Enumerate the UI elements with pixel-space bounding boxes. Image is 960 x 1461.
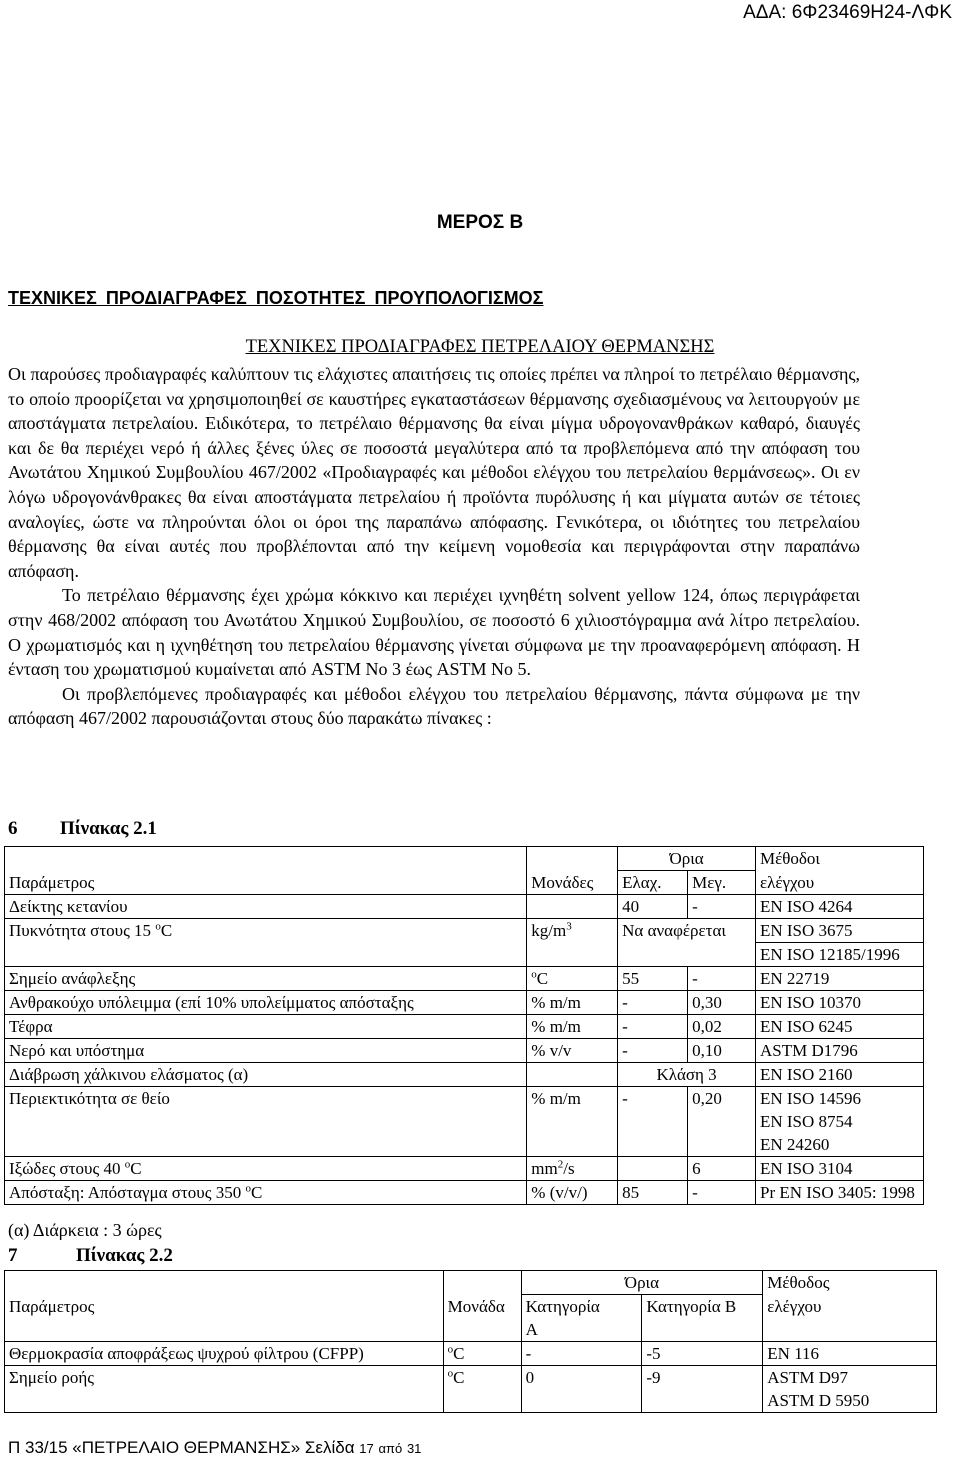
table-row xyxy=(5,1133,924,1157)
header-param: Παράμετρος xyxy=(5,1295,444,1319)
cell-unit: % m/m xyxy=(527,1015,618,1039)
table-row xyxy=(5,919,924,943)
cell-method: Pr EN ISO 3405: 1998 xyxy=(755,1181,923,1205)
header-cell xyxy=(5,1271,444,1295)
cell-max xyxy=(688,1110,756,1133)
footer-total: 31 xyxy=(406,1441,422,1456)
table-row xyxy=(5,1015,924,1039)
table-row xyxy=(5,1366,937,1390)
table-row xyxy=(5,1110,924,1133)
table1-heading xyxy=(8,818,157,840)
cell-max: 0,20 xyxy=(688,1087,756,1111)
table-header xyxy=(5,871,924,895)
cell-method: EN ISO 14596 xyxy=(755,1087,923,1111)
table-row xyxy=(5,1157,924,1181)
sub-title: ΤΕΧΝΙΚΕΣ ΠΡΟΔΙΑΓΡΑΦΕΣ ΠΕΤΡΕΛΑΙΟΥ ΘΕΡΜΑΝΣΗΣ xyxy=(245,337,715,357)
header-cat-a-2: Α xyxy=(521,1318,642,1342)
table-row xyxy=(5,991,924,1015)
table-row xyxy=(5,1181,924,1205)
header-units: Μονάδες xyxy=(527,871,618,895)
footer-text: Π 33/15 «ΠΕΤΡΕΛΑΙΟ ΘΕΡΜΑΝΣΗΣ» Σελίδα xyxy=(8,1438,360,1457)
cell-unit: $mm^2/s$ xyxy=(527,1157,618,1181)
cell-param: Απόσταξη: Απόσταγμα στους 350 $^o$C xyxy=(5,1181,527,1205)
cell-unit: $^o$C xyxy=(443,1342,521,1366)
header-min: Ελαχ. xyxy=(618,871,688,895)
cell-max: 0,10 xyxy=(688,1039,756,1063)
cell-param: Περιεκτικότητα σε θείο xyxy=(5,1087,527,1111)
cell-param: Τέφρα xyxy=(5,1015,527,1039)
cell-unit: % m/m xyxy=(527,991,618,1015)
header-unit: Μονάδα xyxy=(443,1295,521,1319)
table-header xyxy=(5,1295,937,1319)
cell-limits xyxy=(618,943,756,967)
cell-max: 6 xyxy=(688,1157,756,1181)
footer-of: από xyxy=(378,1441,403,1456)
header-method-2: ελέγχου xyxy=(763,1295,937,1319)
cell-cat-a: - xyxy=(521,1342,642,1366)
table1-number: 6 xyxy=(8,818,18,839)
cell-unit: % v/v xyxy=(527,1039,618,1063)
cell-min: - xyxy=(618,1087,688,1111)
table-row xyxy=(5,1087,924,1111)
table-row xyxy=(5,943,924,967)
cell-param xyxy=(5,1389,444,1413)
cell-method: EN 116 xyxy=(763,1342,937,1366)
header-method-1: Μέθοδος xyxy=(763,1271,937,1295)
header-cat-a: Κατηγορία xyxy=(521,1295,642,1319)
cell-min: 55 xyxy=(618,967,688,991)
cell-param: Ιξώδες στους 40 $^o$C xyxy=(5,1157,527,1181)
cell-unit: % m/m xyxy=(527,1087,618,1111)
header-limits: Όρια xyxy=(521,1271,763,1295)
cell-unit xyxy=(527,1133,618,1157)
header-cell xyxy=(763,1318,937,1342)
cell-max: 0,30 xyxy=(688,991,756,1015)
cell-method: EN 22719 xyxy=(755,967,923,991)
cell-method: EN 24260 xyxy=(755,1133,923,1157)
ada-code: ΑΔΑ: 6Φ23469Η24-ΛΦΚ xyxy=(743,2,952,23)
cell-method: EN ISO 3104 xyxy=(755,1157,923,1181)
cell-min xyxy=(618,1133,688,1157)
header-cell xyxy=(642,1318,763,1342)
table2-number: 7 xyxy=(8,1245,18,1266)
footer-page: 17 xyxy=(359,1441,374,1456)
paragraph-3: Οι προβλεπόμενες προδιαγραφές και μέθοδοι ελέγχου του πετρελαίου θέρμανσης, πάντα σύμφωνα με την απόφαση 467/2002 παρουσιάζονται στους δύο παρακάτω πίνακες : xyxy=(8,683,860,729)
cell-min xyxy=(618,1157,688,1181)
cell-cat-b: -9 xyxy=(642,1366,763,1390)
cell-param: Νερό και υπόστημα xyxy=(5,1039,527,1063)
cell-max xyxy=(688,1133,756,1157)
cell-min: 85 xyxy=(618,1181,688,1205)
table-2-1 xyxy=(4,846,924,1205)
header-cell xyxy=(443,1271,521,1295)
table-header xyxy=(5,1318,937,1342)
cell-unit: % (v/v/) xyxy=(527,1181,618,1205)
cell-method: EN ISO 10370 xyxy=(755,991,923,1015)
table-row xyxy=(5,1342,937,1366)
table-row xyxy=(5,1389,937,1413)
table-row xyxy=(5,1063,924,1087)
spec-title: ΤΕΧΝΙΚΕΣ ΠΡΟΔΙΑΓΡΑΦΕΣ ΠΟΣΟΤΗΤΕΣ ΠΡΟΥΠΟΛΟΓΙΣΜΟΣ xyxy=(8,288,544,308)
table-2-2 xyxy=(4,1270,937,1413)
cell-unit: $^o$C xyxy=(443,1366,521,1390)
table2-heading xyxy=(8,1245,173,1267)
cell-param xyxy=(5,1133,527,1157)
cell-method: EN ISO 2160 xyxy=(755,1063,923,1087)
cell-min: - xyxy=(618,1039,688,1063)
cell-unit: $kg/m^3$ xyxy=(527,919,618,943)
cell-method: ASTM D1796 xyxy=(755,1039,923,1063)
cell-min: - xyxy=(618,991,688,1015)
paragraph-2: Το πετρέλαιο θέρμανσης έχει χρώμα κόκκινο και περιέχει ιχνηθέτη solvent yellow 124, όπως περιγράφεται στην 468/2002 απόφαση του Ανωτάτου Χημικού Συμβουλίου, σε ποσοστό 6 χιλιοστόγραμμα ανά λίτρο πετρελαίου. Ο χρωματισμός και η ιχνηθέτηση του πετρελαίου θέρμανσης γίνεται σύμφωνα με την προαναφερόμενη απόφαση. Η ένταση του χρωματισμού κυμαίνεται από ASTM No 3 έως ASTM No 5. xyxy=(8,585,860,680)
cell-method: EN ISO 4264 xyxy=(755,895,923,919)
body-text xyxy=(8,362,860,731)
table1-note: (α) Διάρκεια : 3 ώρες xyxy=(8,1220,162,1240)
cell-min: - xyxy=(618,1015,688,1039)
header-param: Παράμετρος xyxy=(5,871,527,895)
table-row xyxy=(5,895,924,919)
cell-cat-b xyxy=(642,1389,763,1413)
cell-method: EN ISO 6245 xyxy=(755,1015,923,1039)
cell-param: Σημείο ανάφλεξης xyxy=(5,967,527,991)
cell-param: Δείκτης κετανίου xyxy=(5,895,527,919)
cell-unit xyxy=(527,1110,618,1133)
table-header xyxy=(5,847,924,871)
header-cell xyxy=(443,1318,521,1342)
table-row xyxy=(5,967,924,991)
cell-unit: $^o$C xyxy=(527,967,618,991)
cell-unit xyxy=(527,943,618,967)
header-method-1: Μέθοδοι xyxy=(755,847,923,871)
cell-param: Διάβρωση χάλκινου ελάσματος (α) xyxy=(5,1063,527,1087)
cell-max: - xyxy=(688,967,756,991)
cell-min: 40 xyxy=(618,895,688,919)
table2-title: Πίνακας 2.2 xyxy=(76,1245,173,1266)
header-limits: Όρια xyxy=(618,847,756,871)
cell-limits: Κλάση 3 xyxy=(618,1063,756,1087)
header-cell xyxy=(5,1318,444,1342)
cell-method: ASTM D 5950 xyxy=(763,1389,937,1413)
cell-limits: Να αναφέρεται xyxy=(618,919,756,943)
cell-cat-a xyxy=(521,1389,642,1413)
cell-min xyxy=(618,1110,688,1133)
cell-max: - xyxy=(688,895,756,919)
cell-cat-b: -5 xyxy=(642,1342,763,1366)
cell-unit xyxy=(527,1063,618,1087)
header-cell xyxy=(5,847,527,871)
cell-param: Ανθρακούχο υπόλειμμα (επί 10% υπολείμματος απόσταξης xyxy=(5,991,527,1015)
cell-max: 0,02 xyxy=(688,1015,756,1039)
header-max: Μεγ. xyxy=(688,871,756,895)
cell-param: Θερμοκρασία αποφράξεως ψυχρού φίλτρου (CFPP) xyxy=(5,1342,444,1366)
header-cell xyxy=(527,847,618,871)
cell-param xyxy=(5,1110,527,1133)
cell-param: Πυκνότητα στους 15 $^o$C xyxy=(5,919,527,943)
cell-cat-a: 0 xyxy=(521,1366,642,1390)
part-title: ΜΕΡΟΣ Β xyxy=(436,212,524,233)
cell-method: EN ISO 8754 xyxy=(755,1110,923,1133)
cell-method: ASTM D97 xyxy=(763,1366,937,1390)
cell-method: EN ISO 12185/1996 xyxy=(755,943,923,967)
table-row xyxy=(5,1039,924,1063)
header-cat-b: Κατηγορία Β xyxy=(642,1295,763,1319)
table1-title: Πίνακας 2.1 xyxy=(60,818,157,839)
cell-unit xyxy=(527,895,618,919)
footer xyxy=(8,1438,421,1458)
cell-param: Σημείο ροής xyxy=(5,1366,444,1390)
table-header xyxy=(5,1271,937,1295)
header-method-2: ελέγχου xyxy=(755,871,923,895)
cell-max: - xyxy=(688,1181,756,1205)
cell-unit xyxy=(443,1389,521,1413)
cell-param xyxy=(5,943,527,967)
cell-method: EN ISO 3675 xyxy=(755,919,923,943)
paragraph-1: Οι παρούσες προδιαγραφές καλύπτουν τις ελάχιστες απαιτήσεις τις οποίες πρέπει να πληροί το πετρέλαιο θέρμανσης, το οποίο προορίζεται να χρησιμοποιηθεί σε καυστήρες εγκαταστάσεων θέρμανσης σχεδιασμένους να λειτουργούν με αποστάγματα πετρελαίου. Ειδικότερα, το πετρέλαιο θέρμανσης θα είναι μίγμα υδρογονανθράκων καθαρό, διαυγές και δε θα περιέχει νερό ή άλλες ξένες ύλες σε ποσοστά μεγαλύτερα από τα προβλεπόμενα από την απόφαση του Ανωτάτου Χημικού Συμβουλίου 467/2002 «Προδιαγραφές και μέθοδοι ελέγχου του πετρελαίου θερμάνσεως». Οι εν λόγω υδρογονάνθρακες θα είναι αποστάγματα πετρελαίου ή προϊόντα πυρόλυσης ή και μίγματα αυτών σε τέτοιες αναλογίες, ώστε να πληρούνται όλοι οι όροι της παραπάνω απόφασης. Γενικότερα, οι ιδιότητες του πετρελαίου θέρμανσης θα είναι αυτές που προβλέπονται από την κείμενη νομοθεσία και περιγράφονται στην παραπάνω απόφαση. xyxy=(8,364,860,581)
